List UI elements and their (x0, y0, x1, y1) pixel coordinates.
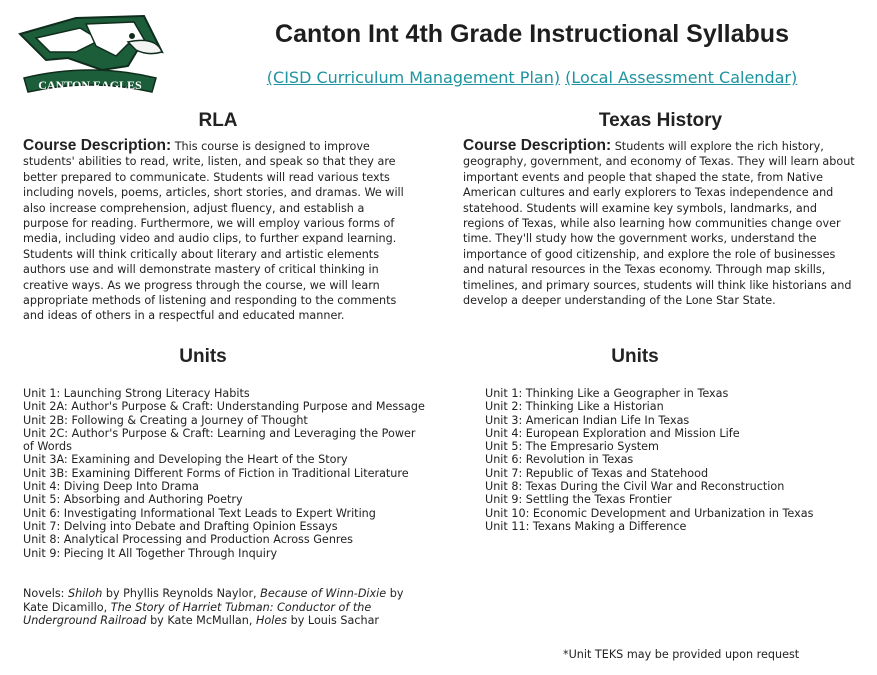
novel-title: Holes (256, 614, 288, 627)
list-item: Unit 1: Thinking Like a Geographer in Texas (485, 387, 729, 400)
texas-history-section (463, 110, 858, 308)
list-item: Unit 9: Piecing It All Together Through Inquiry (23, 546, 278, 560)
novel-title: Shiloh (68, 587, 103, 600)
canton-eagles-logo (16, 12, 164, 108)
texas-history-heading: Texas History (598, 110, 723, 131)
list-item: Unit 1: Launching Strong Literacy Habits (23, 387, 250, 400)
list-item: Unit 7: Delving into Debate and Drafting Opinion Essays (23, 519, 338, 533)
list-item: Unit 8: Analytical Processing and Production Across Genres (23, 533, 353, 547)
rla-desc-text: This course is designed to improve students' abilities to read, write, listen, and speak so that they are better prepared to communicate. Students will read various texts including novels, poems, articles, short stories, and dramas. We will also increase comprehension, adjust fluency, and establish a purpose for reading. Furthermore, we will employ various forms of media, including video and audio clips, to further expand learning. Students will think critically about literary and artistic elements authors use and will demonstrate mastery of critical thinking in creative ways. As we progress through the course, we will learn appropriate methods of listening and responding to the comments and ideas of others in a respectful and educated manner. (23, 140, 404, 323)
th-units-list (485, 387, 845, 533)
header-links (190, 68, 874, 87)
novel-author: by Louis Sachar (290, 614, 380, 627)
list-item: Unit 3A: Examining and Developing the Heart of the Story (23, 453, 348, 467)
list-item: Unit 6: Investigating Informational Text Leads to Expert Writing (23, 506, 376, 520)
page-title: Canton Int 4th Grade Instructional Syllabus (275, 20, 789, 48)
list-item: Unit 4: European Exploration and Mission Life (485, 426, 740, 440)
rla-units-list (23, 387, 428, 560)
texas-history-description (463, 138, 858, 308)
teks-note: *Unit TEKS may be provided upon request (563, 648, 800, 661)
list-item: Unit 11: Texans Making a Difference (485, 519, 687, 533)
novel-author: by Phyllis Reynolds Naylor, (105, 587, 257, 600)
th-desc-text: Students will explore the rich history, geography, government, and economy of Texas. They will learn about important events and people that shaped the state, from Native American cultures and early explorers to Texas independence and statehood. Students will examine key symbols, landmarks, and regions of Texas, while also learning how communities change over time. They'll study how the government works, understand the importance of good citizenship, and explore the role of businesses and natural resources in the Texas economy. Through map skills, timelines, and primary sources, students will think like historians and develop a deeper understanding of the Lone Star State. (463, 140, 855, 308)
list-item: Unit 6: Revolution in Texas (485, 453, 634, 467)
list-item: Unit 9: Settling the Texas Frontier (485, 493, 672, 507)
list-item: Unit 2: Thinking Like a Historian (485, 400, 664, 414)
novel-title: The Story of Harriet Tubman: Conductor of the Underground Railroad (23, 600, 372, 627)
novels-label: Novels: (23, 587, 65, 600)
list-item: Unit 7: Republic of Texas and Statehood (485, 466, 709, 480)
rla-section (23, 110, 413, 324)
novel-author: by Kate Dicamillo, (23, 587, 404, 614)
list-item: Unit 3: American Indian Life In Texas (485, 413, 690, 427)
list-item: Unit 5: The Empresario System (485, 440, 659, 454)
list-item: Unit 3B: Examining Different Forms of Fiction in Traditional Literature (23, 466, 409, 480)
novels-list (23, 587, 413, 628)
th-desc-label: Course Description: (463, 137, 612, 154)
assessment-calendar-link[interactable]: (Local Assessment Calendar) (565, 68, 798, 87)
list-item: Unit 10: Economic Development and Urbanization in Texas (485, 506, 814, 520)
th-units-heading: Units (611, 346, 659, 367)
curriculum-plan-link[interactable]: (CISD Curriculum Management Plan) (266, 68, 561, 87)
eagle-icon (16, 12, 164, 108)
rla-description (23, 138, 413, 324)
novel-author: by Kate McMullan, (150, 614, 253, 627)
list-item: Unit 4: Diving Deep Into Drama (23, 480, 200, 494)
list-item: Unit 5: Absorbing and Authoring Poetry (23, 493, 243, 507)
rla-desc-label: Course Description: (23, 137, 172, 154)
list-item: Unit 8: Texas During the Civil War and Reconstruction (485, 480, 785, 494)
rla-units-heading: Units (179, 346, 227, 367)
list-item: Unit 2A: Author's Purpose & Craft: Understanding Purpose and Message (23, 400, 425, 414)
logo-text: CANTON EAGLES (38, 78, 142, 92)
list-item: Unit 2C: Author's Purpose & Craft: Learning and Leveraging the Power of Words (23, 426, 416, 454)
novel-title: Because of Winn-Dixie (260, 587, 387, 600)
rla-heading: RLA (198, 110, 238, 131)
list-item: Unit 2B: Following & Creating a Journey of Thought (23, 413, 308, 427)
